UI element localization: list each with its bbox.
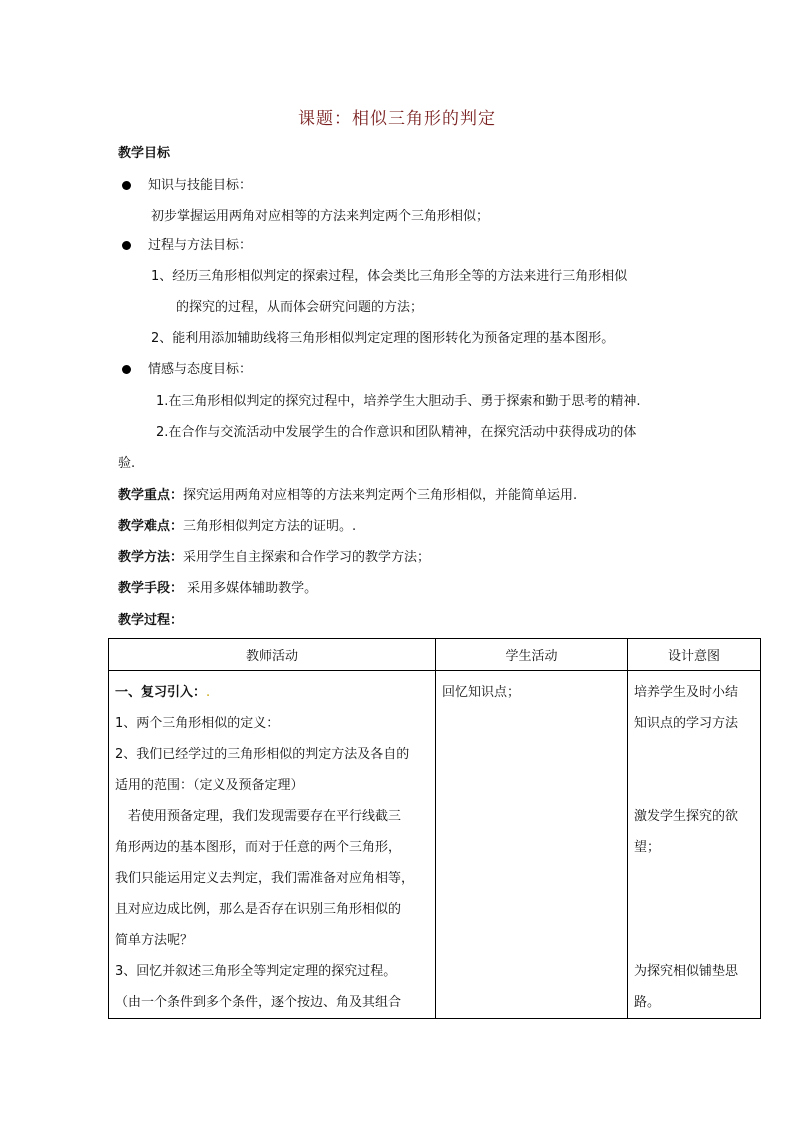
page-title: 课题：相似三角形的判定 [298,109,496,129]
emotion-item-2-cont: 验. [118,456,136,471]
intent-line [634,925,754,956]
intent-line: 为探究相似铺垫思 [634,964,739,979]
intent-line [634,894,754,925]
intent-line [634,863,754,894]
difficulties [118,517,356,537]
teacher-heading [115,677,429,708]
intent-line [634,739,754,770]
objectives-heading: 教学目标 [118,146,171,161]
teacher-line: 3、回忆并叙述三角形全等判定定理的探究过程。 [115,964,397,979]
teacher-line: 若使用预备定理，我们发现需要存在平行线截三 [115,809,402,824]
student-line: 回忆知识点； [442,685,521,700]
emotion-item-1: 1.在三角形相似判定的探究过程中，培养学生大胆动手、勇于探索和勤于思考的精神. [156,394,641,409]
process-item-2: 2、能利用添加辅助线将三角形相似判定定理的图形转化为预备定理的基本图形。 [151,331,615,346]
emotion-item-2: 2.在合作与交流活动中发展学生的合作意识和团队精神，在探究活动中获得成功的体 [156,425,637,440]
methods-text: 采用学生自主探索和合作学习的教学方法； [183,550,431,565]
teacher-heading-text: 一、复习引入： [115,685,207,700]
key-points-label: 教学重点： [118,488,184,503]
knowledge-label: 知识与技能目标： [148,178,253,193]
lesson-table [108,638,761,1019]
key-points [118,486,577,506]
process-heading: 教学过程： [118,613,184,628]
teacher-line: 简单方法呢？ [115,933,194,948]
header-intent: 设计意图 [628,639,761,671]
table-row [109,671,761,1019]
teacher-line: 适用的范围：（定义及预备定理） [115,778,304,793]
bullet-icon [122,241,131,250]
teacher-line: 角形两边的基本图形，而对于任意的两个三角形， [115,840,402,855]
means [118,579,317,599]
means-label: 教学手段： [118,581,184,596]
emotion-label: 情感与态度目标： [148,362,253,377]
teacher-heading-mark: . [206,685,211,700]
intent-line: 望； [634,840,661,855]
teacher-line: 我们只能运用定义去判定，我们需准备对应角相等， [115,871,415,886]
header-teacher: 教师活动 [109,639,436,671]
intent-line: 路。 [634,995,661,1010]
bullet-icon [122,181,131,190]
table-header-row [109,639,761,671]
knowledge-item: 初步掌握运用两角对应相等的方法来判定两个三角形相似； [151,209,490,224]
teacher-line: 1、两个三角形相似的定义： [115,716,280,731]
means-text: 采用多媒体辅助教学。 [183,581,318,596]
difficulties-text: 三角形相似判定方法的证明。. [183,519,357,534]
teacher-line: 且对应边成比例，那么是否存在识别三角形相似的 [115,902,402,917]
teacher-line: 2、我们已经学过的三角形相似的判定方法及各自的 [115,747,410,762]
header-student: 学生活动 [436,639,628,671]
process-label: 过程与方法目标： [148,238,253,253]
teacher-activity-cell [109,671,436,1019]
intent-line: 培养学生及时小结 [634,685,739,700]
process-item-1-cont: 的探究的过程，从而体会研究问题的方法； [176,300,424,315]
process-item-1: 1、经历三角形相似判定的探索过程，体会类比三角形全等的方法来进行三角形相似 [151,269,628,284]
intent-line [634,770,754,801]
methods-label: 教学方法： [118,550,184,565]
key-points-text: 探究运用两角对应相等的方法来判定两个三角形相似，并能简单运用. [183,488,578,503]
bullet-icon [122,365,131,374]
methods [118,548,430,568]
difficulties-label: 教学难点： [118,519,184,534]
intent-line: 知识点的学习方法 [634,716,739,731]
teacher-line: （由一个条件到多个条件，逐个按边、角及其组合 [115,995,402,1010]
intent-line: 激发学生探究的欲 [634,809,739,824]
design-intent-cell [628,671,761,1019]
student-activity-cell [436,671,628,1019]
